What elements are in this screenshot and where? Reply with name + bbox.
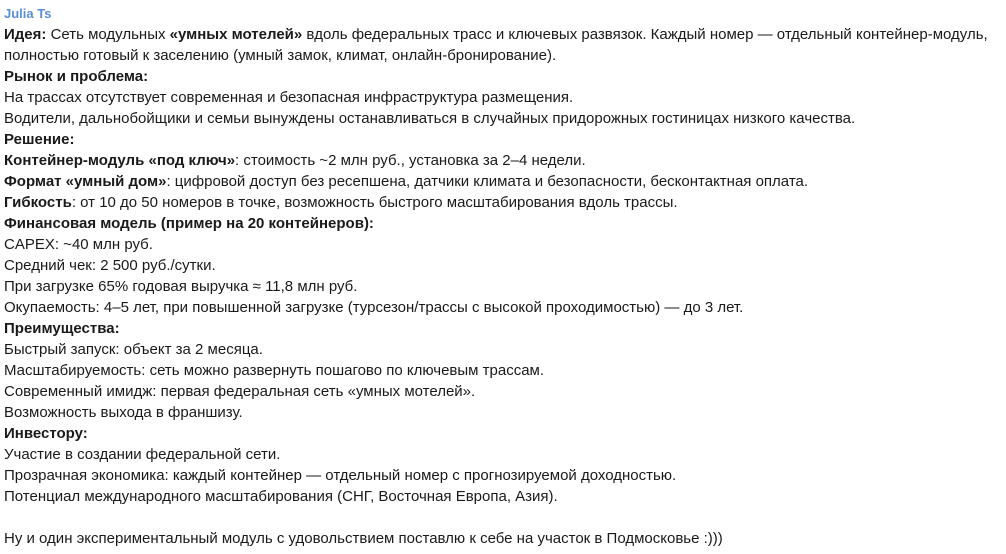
solution-item (4, 150, 1000, 171)
solution-heading: Решение: (4, 131, 75, 148)
message-author[interactable]: Julia Ts (4, 6, 52, 21)
finance-line-payback: Окупаемость: 4–5 лет, при повышенной загрузке (турсезон/трассы с высокой проходимостью) — до 3 лет. (4, 299, 744, 316)
investor-heading: Инвестору: (4, 425, 88, 442)
solution-item-label: Формат «умный дом» (4, 173, 167, 190)
paragraph-gap (4, 507, 1000, 528)
investor-line: Участие в создании федеральной сети. (4, 446, 281, 463)
solution-item-label: Контейнер-модуль «под ключ» (4, 152, 236, 169)
investor-line: Потенциал международного масштабирования (СНГ, Восточная Европа, Азия). (4, 488, 558, 505)
idea-bold-term: «умных мотелей» (169, 26, 303, 43)
advantages-line: Быстрый запуск: объект за 2 месяца. (4, 341, 263, 358)
finance-line-revenue: При загрузке 65% годовая выручка ≈ 11,8 млн руб. (4, 278, 358, 295)
solution-item-text: : от 10 до 50 номеров в точке, возможность быстрого масштабирования вдоль трассы. (71, 194, 678, 211)
investor-line: Прозрачная экономика: каждый контейнер — отдельный номер с прогнозируемой доходностью. (4, 467, 677, 484)
solution-item-label: Гибкость (4, 194, 72, 211)
finance-line-avg-check: Средний чек: 2 500 руб./сутки. (4, 257, 216, 274)
market-line-1: На трассах отсутствует современная и безопасная инфраструктура размещения. (4, 89, 574, 106)
solution-item-text: : стоимость ~2 млн руб., установка за 2–4 недели. (235, 152, 586, 169)
advantages-line: Современный имидж: первая федеральная сеть «умных мотелей». (4, 383, 476, 400)
market-heading: Рынок и проблема: (4, 68, 149, 85)
solution-item (4, 171, 1000, 192)
idea-paragraph (4, 24, 1000, 66)
market-line-2: Водители, дальнобойщики и семьи вынуждены останавливаться в случайных придорожных гостиницах низкого качества. (4, 110, 856, 127)
solution-item (4, 192, 1000, 213)
advantages-line: Масштабируемость: сеть можно развернуть пошагово по ключевым трассам. (4, 362, 545, 379)
closing-line: Ну и один экспериментальный модуль с удовольствием поставлю к себе на участок в Подмосковье :))) (4, 530, 723, 547)
message-body (4, 24, 1000, 549)
finance-line-capex: CAPEX: ~40 млн руб. (4, 236, 153, 253)
advantages-heading: Преимущества: (4, 320, 120, 337)
finance-heading: Финансовая модель (пример на 20 контейнеров): (4, 215, 374, 232)
idea-text-post: вдоль федеральных трасс и ключевых развязок. Каждый номер — отдельный контейнер-модуль, полностью готовый к заселению (умный замок, климат, онлайн-бронирование). (4, 26, 988, 64)
solution-item-text: : цифровой доступ без ресепшена, датчики климата и безопасности, бесконтактная оплата. (166, 173, 809, 190)
advantages-line: Возможность выхода в франшизу. (4, 404, 243, 421)
idea-label: Идея: (4, 26, 47, 43)
idea-text-pre: Сеть модульных (46, 26, 170, 43)
